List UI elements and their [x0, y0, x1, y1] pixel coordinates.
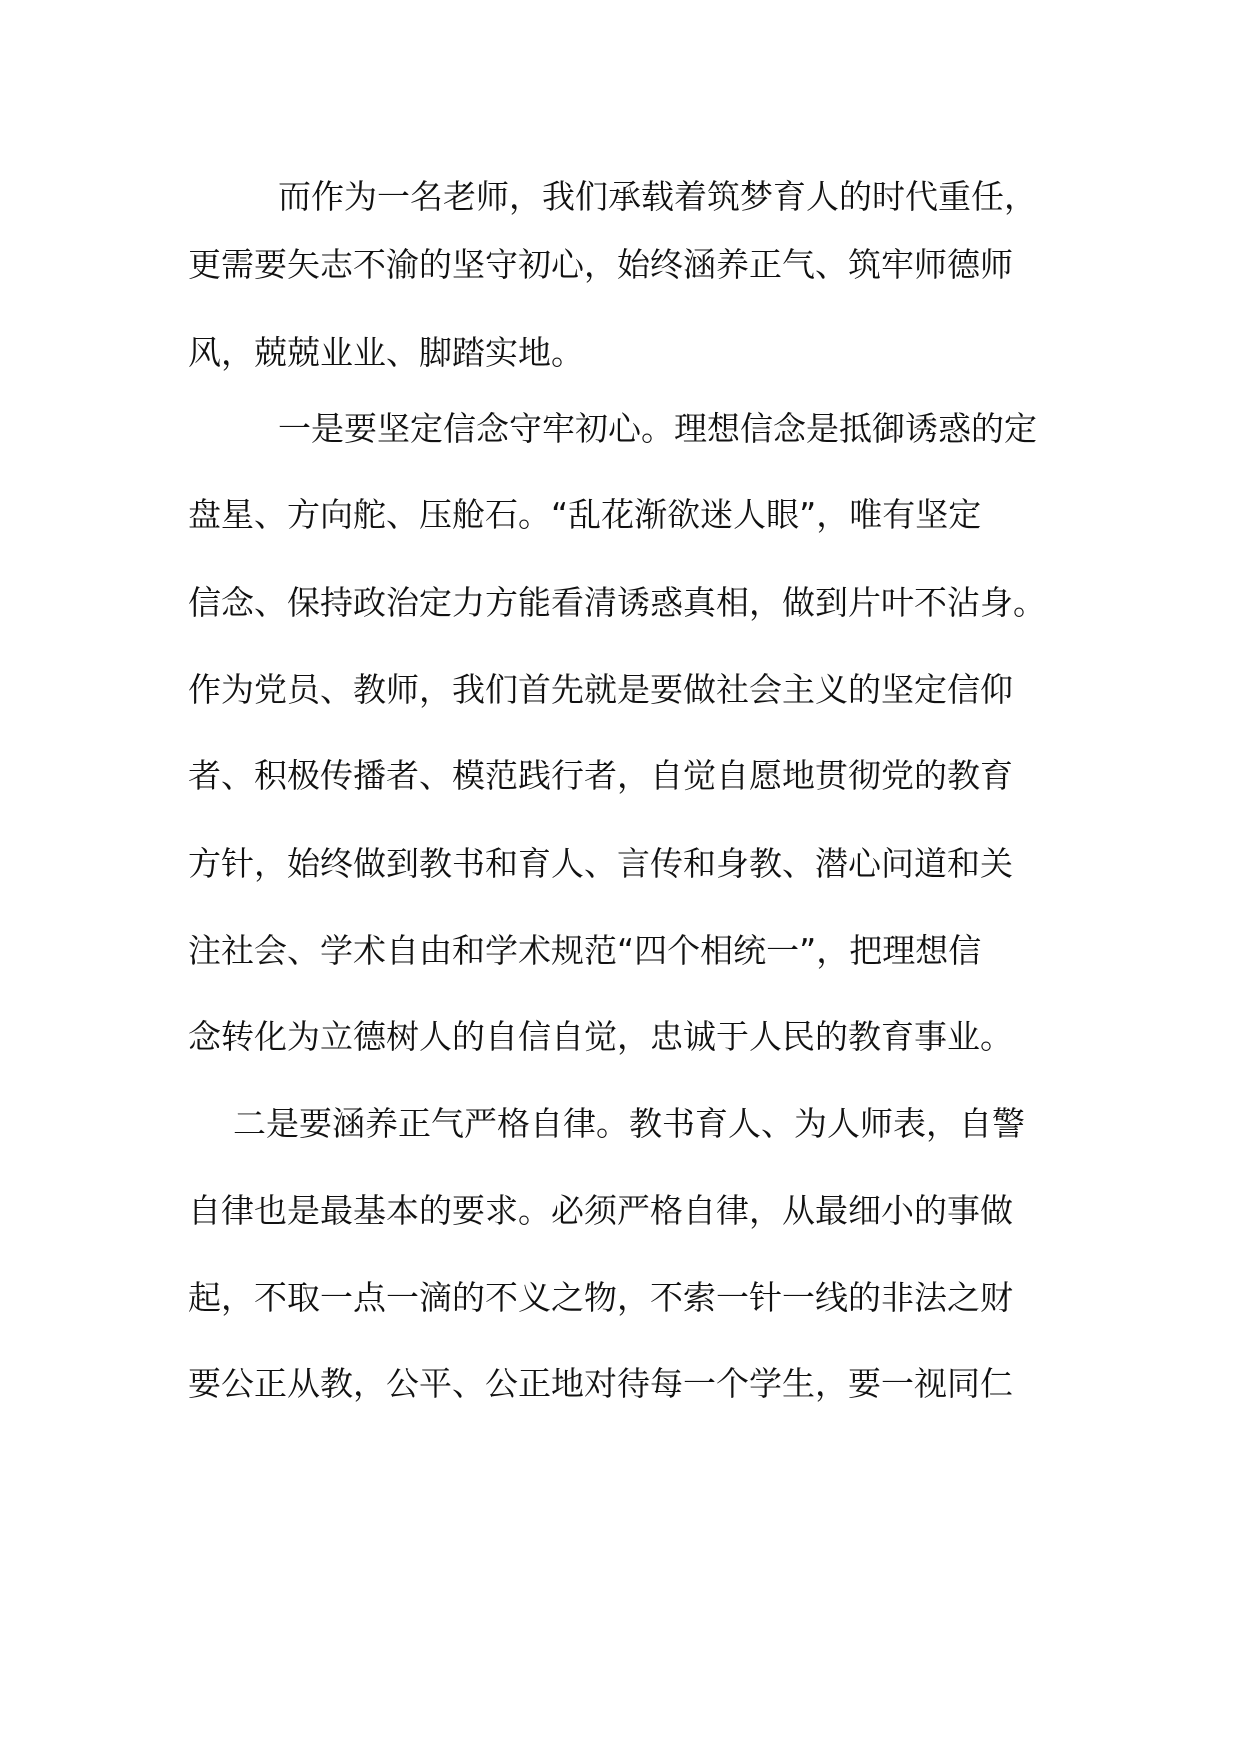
text-line: 盘星、方向舵、压舱石。“乱花渐欲迷人眼”，唯有坚定 [188, 495, 982, 534]
text-line: 而作为一名老师，我们承载着筑梦育人的时代重任， [278, 177, 1037, 216]
text-line: 作为党员、教师，我们首先就是要做社会主义的坚定信仰 [188, 670, 1013, 709]
text-line: 更需要矢志不渝的坚守初心，始终涵养正气、筑牢师德师 [188, 245, 1013, 284]
text-line: 起，不取一点一滴的不义之物，不索一针一线的非法之财 [188, 1278, 1013, 1317]
text-line: 风，兢兢业业、脚踏实地。 [188, 333, 584, 372]
text-line: 信念、保持政治定力方能看清诱惑真相，做到片叶不沾身。 [188, 583, 1046, 622]
text-line: 念转化为立德树人的自信自觉，忠诚于人民的教育事业。 [188, 1017, 1013, 1056]
text-line: 自律也是最基本的要求。必须严格自律，从最细小的事做 [188, 1191, 1013, 1230]
text-line: 二是要涵养正气严格自律。教书育人、为人师表，自警 [233, 1104, 1025, 1143]
text-line: 要公正从教，公平、公正地对待每一个学生，要一视同仁 [188, 1364, 1013, 1403]
text-line: 者、积极传播者、模范践行者，自觉自愿地贯彻党的教育 [188, 756, 1013, 795]
text-line: 注社会、学术自由和学术规范“四个相统一”，把理想信 [188, 931, 982, 970]
text-line: 一是要坚定信念守牢初心。理想信念是抵御诱惑的定 [278, 409, 1037, 448]
text-line: 方针，始终做到教书和育人、言传和身教、潜心问道和关 [188, 844, 1013, 883]
